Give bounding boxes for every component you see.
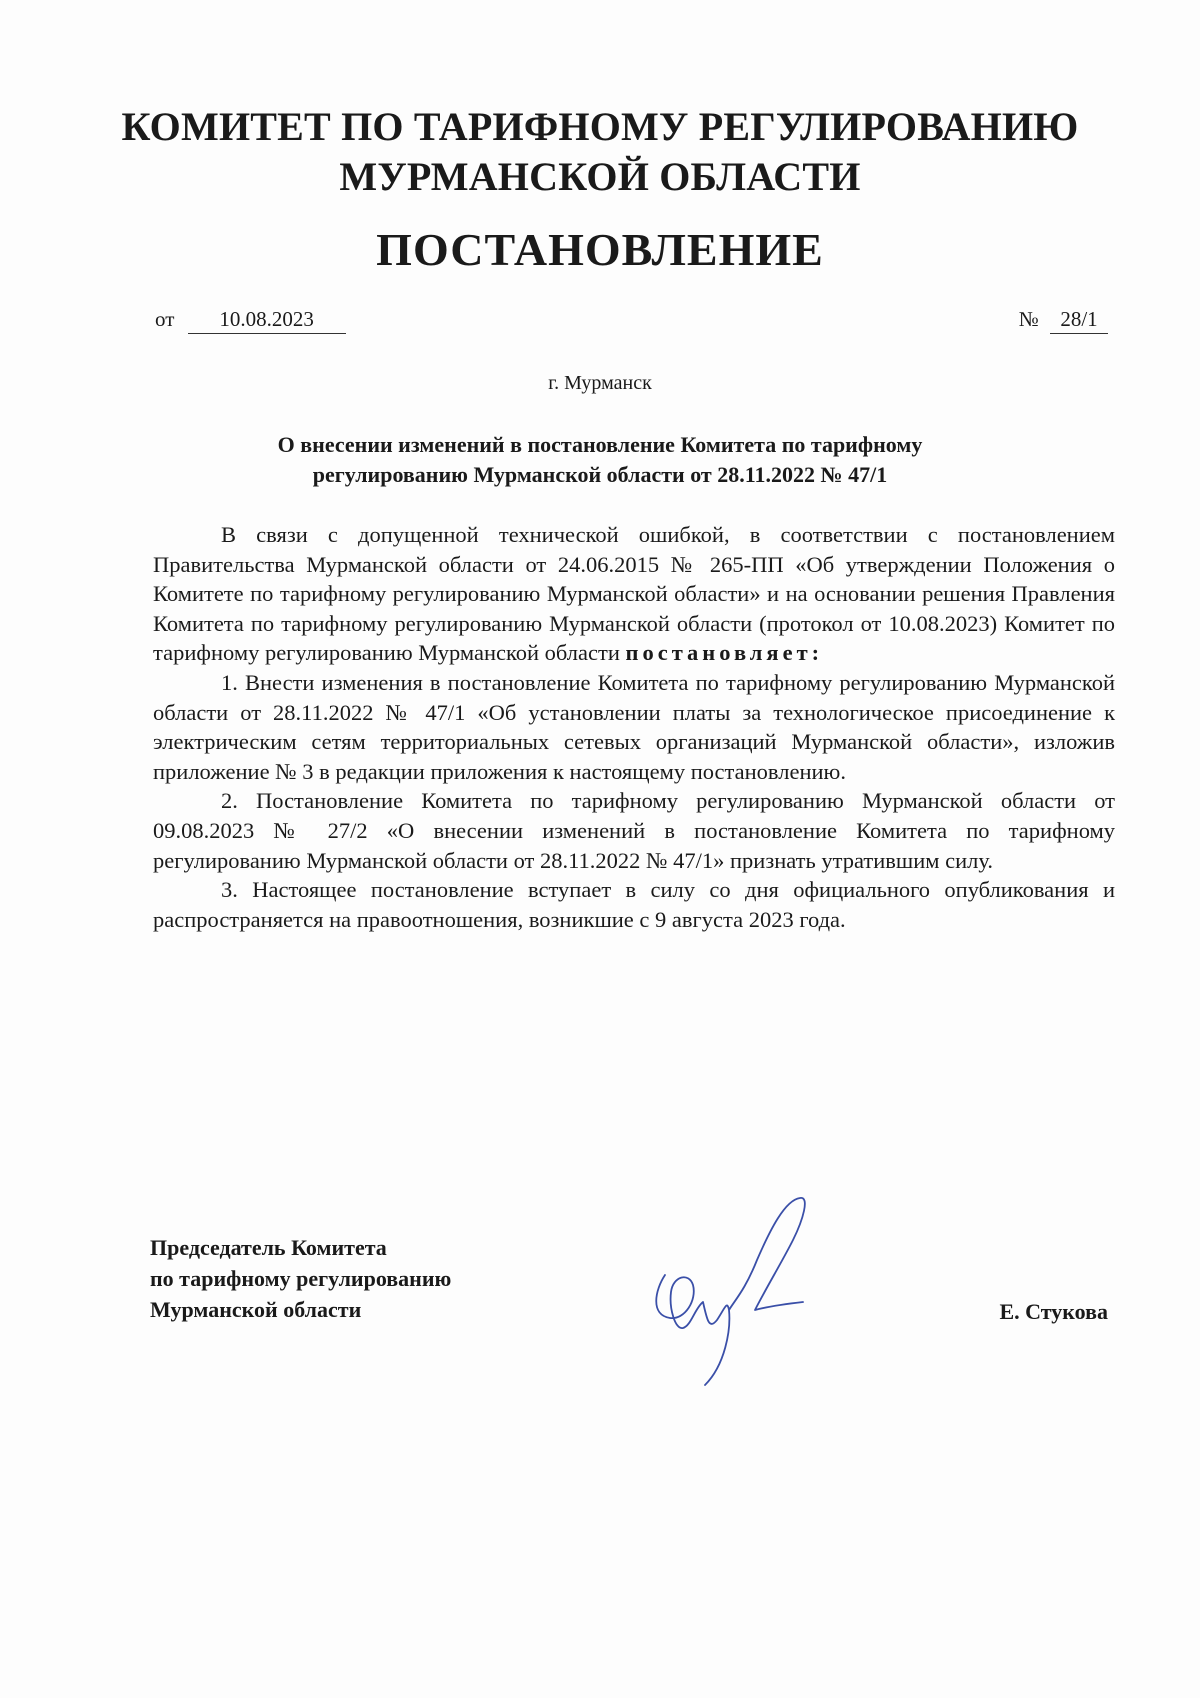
- document-type-heading: ПОСТАНОВЛЕНИЕ: [376, 224, 824, 275]
- document-body: [153, 520, 1115, 934]
- subject-line2: регулированию Мурманской области от 28.11.2022 № 47/1: [312, 462, 888, 487]
- position-line1: Председатель Комитета: [150, 1235, 387, 1260]
- number-value: 28/1: [1050, 305, 1108, 334]
- date-prefix: от: [155, 307, 175, 331]
- number-prefix: №: [1018, 307, 1039, 331]
- organization-title-line2: МУРМАНСКОЙ ОБЛАСТИ: [339, 154, 861, 199]
- subject-line1: О внесении изменений в постановление Комитета по тарифному: [277, 432, 923, 457]
- document-subject: [200, 430, 1000, 490]
- position-line2: по тарифному регулированию: [150, 1266, 452, 1291]
- signer-name: Е. Стукова: [999, 1299, 1108, 1324]
- document-date: [155, 305, 346, 334]
- position-line3: Мурманской области: [150, 1297, 362, 1322]
- resolves-colon: :: [811, 640, 824, 666]
- preamble-text: В связи с допущенной технической ошибкой, в соответствии с постановлением Правительства Мурманской области от 24.06.2015 № 265-ПП «Об утверждении Положения о Комитете по тарифному регулированию Мурманской области» и на основании решения Правления Комитета по тарифному регулированию Мурманской области (протокол от 10.08.2023) Комитет по тарифному регулированию Мурманской области: [153, 522, 1115, 666]
- resolves-word: постановляет: [625, 640, 812, 666]
- date-value: 10.08.2023: [188, 305, 346, 334]
- organization-title: [0, 102, 1200, 202]
- handwritten-signature: [625, 1180, 845, 1400]
- item-1-paragraph: 1. Внести изменения в постановление Комитета по тарифному регулированию Мурманской области от 28.11.2022 № 47/1 «Об установлении платы за технологическое присоединение к электрическим сетям территориальных сетевых организаций Мурманской области», изложив приложение № 3 в редакции приложения к настоящему постановлению.: [153, 669, 1115, 784]
- organization-title-line1: КОМИТЕТ ПО ТАРИФНОМУ РЕГУЛИРОВАНИЮ: [121, 104, 1079, 149]
- signature-stroke-main: [656, 1198, 805, 1385]
- city-line: г. Мурманск: [548, 372, 652, 394]
- document-number: [1019, 305, 1108, 334]
- preamble-paragraph: [153, 520, 1115, 668]
- signatory-position: [150, 1232, 451, 1325]
- item-3-paragraph: 3. Настоящее постановление вступает в силу со дня официального опубликования и распространяется на правоотношения, возникшие с 9 августа 2023 года.: [153, 877, 1115, 932]
- item-2-paragraph: 2. Постановление Комитета по тарифному регулированию Мурманской области от 09.08.2023 № 27/2 «О внесении изменений в постановление Комитета по тарифному регулированию Мурманской области от 28.11.2022 № 47/1» признать утратившим силу.: [153, 788, 1115, 873]
